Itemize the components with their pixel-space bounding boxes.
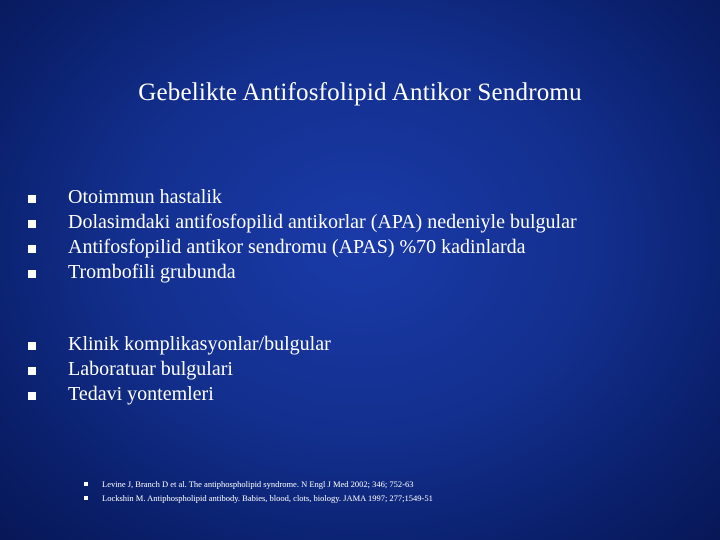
bullet-item (28, 185, 577, 210)
bullet-item (28, 382, 331, 407)
square-bullet-icon (28, 270, 36, 278)
bullet-list-main (28, 185, 577, 285)
bullet-item (28, 210, 577, 235)
reference-item (84, 477, 433, 491)
square-bullet-icon (84, 482, 88, 486)
bullet-text: Antifosfopilid antikor sendromu (APAS) %70 kadinlarda (68, 236, 526, 258)
bullet-text: Trombofili grubunda (68, 261, 236, 283)
bullet-list-topics (28, 332, 331, 407)
bullet-text: Laboratuar bulgulari (68, 358, 233, 380)
square-bullet-icon (28, 245, 36, 253)
reference-text: Lockshin M. Antiphospholipid antibody. Babies, blood, clots, biology. JAMA 1997; 277;1549-51 (102, 493, 433, 503)
square-bullet-icon (28, 195, 36, 203)
bullet-text: Klinik komplikasyonlar/bulgular (68, 333, 331, 355)
reference-list (84, 477, 433, 505)
reference-text: Levine J, Branch D et al. The antiphospholipid syndrome. N Engl J Med 2002; 346; 752-63 (102, 479, 414, 489)
bullet-item (28, 332, 331, 357)
bullet-text: Dolasimdaki antifosfopilid antikorlar (APA) nedeniyle bulgular (68, 211, 577, 233)
square-bullet-icon (28, 367, 36, 375)
square-bullet-icon (28, 392, 36, 400)
bullet-item (28, 260, 577, 285)
bullet-text: Otoimmun hastalik (68, 186, 222, 208)
bullet-text: Tedavi yontemleri (68, 383, 214, 405)
reference-item (84, 491, 433, 505)
slide-title: Gebelikte Antifosfolipid Antikor Sendromu (138, 79, 582, 106)
bullet-item (28, 357, 331, 382)
square-bullet-icon (28, 342, 36, 350)
square-bullet-icon (28, 220, 36, 228)
square-bullet-icon (84, 496, 88, 500)
bullet-item (28, 235, 577, 260)
